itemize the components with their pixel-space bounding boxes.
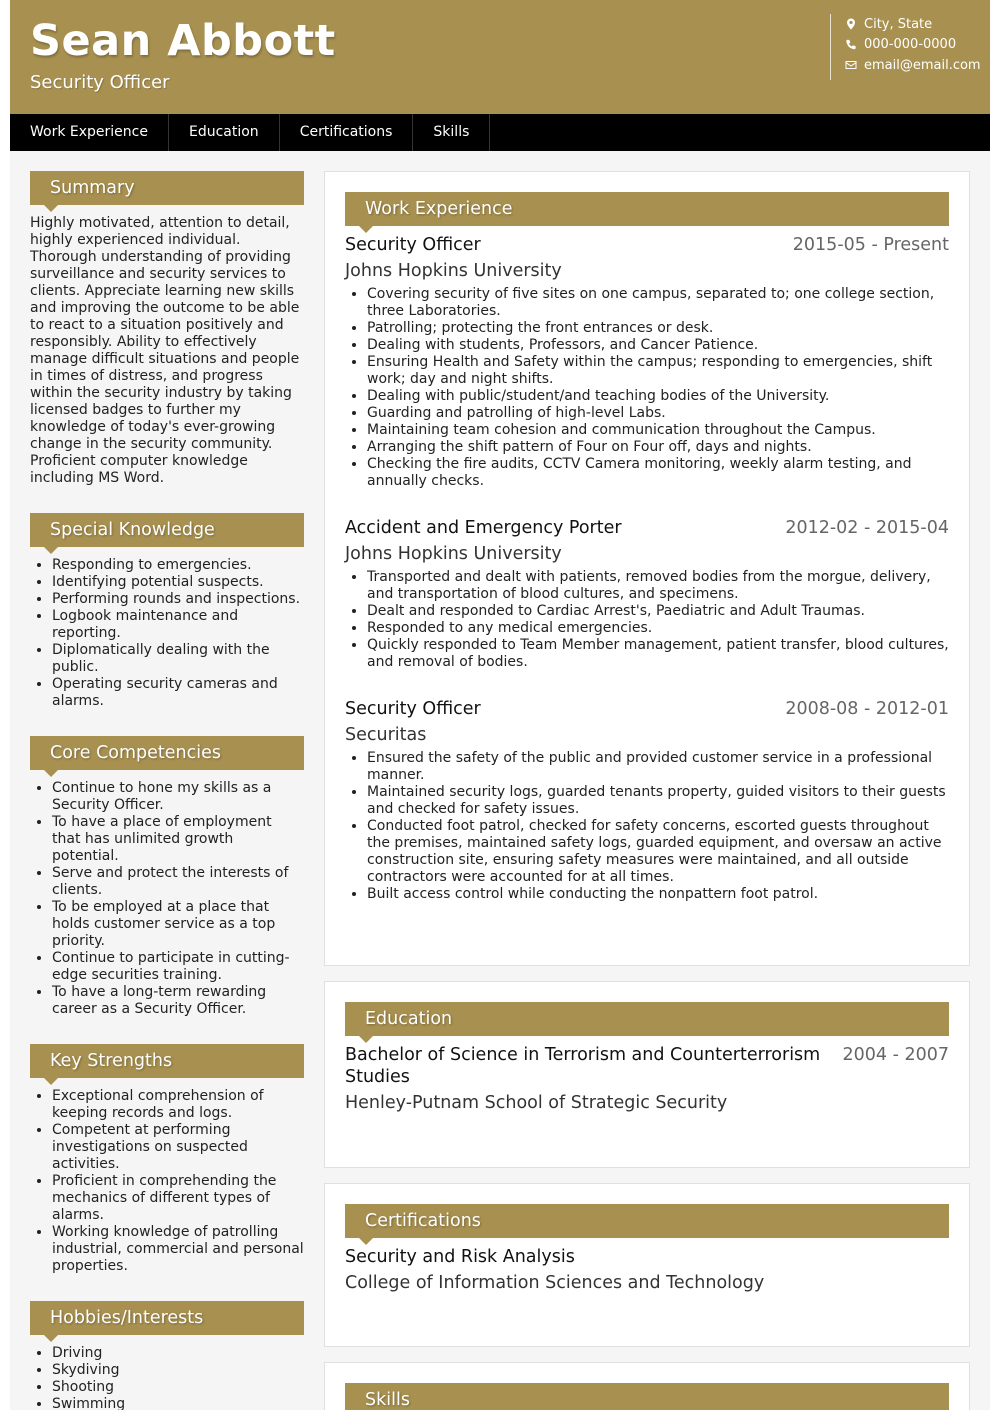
work-experience-heading: Work Experience (345, 192, 949, 226)
list-item: • Ensuring Health and Safety within the campus; responding to emergencies, shift work; day and night shifts. (367, 354, 949, 388)
education-dates: 2004 - 2007 (842, 1045, 949, 1065)
list-item: • Arranging the shift pattern of Four on Four off, days and nights. (367, 439, 949, 456)
nav-work-experience[interactable]: Work Experience (10, 114, 169, 151)
list-item: • Driving (52, 1345, 304, 1362)
special-knowledge-heading: Special Knowledge (30, 513, 304, 547)
core-competencies-list (30, 780, 304, 1018)
skills-card (324, 1362, 970, 1410)
job-employer: Johns Hopkins University (345, 544, 562, 564)
work-experience-card (324, 171, 970, 966)
nav-education[interactable]: Education (169, 114, 280, 151)
list-item: • Identifying potential suspects. (52, 574, 304, 591)
list-item: • Quickly responded to Team Member management, patient transfer, blood cultures, and removal of bodies. (367, 637, 949, 671)
list-item: • Dealing with public/student/and teaching bodies of the University. (367, 388, 949, 405)
list-item: • To have a long-term rewarding career as a Security Officer. (52, 984, 304, 1018)
list-item: • Proficient in comprehending the mechanics of different types of alarms. (52, 1173, 304, 1224)
list-item: • Conducted foot patrol, checked for safety concerns, escorted guests throughout the premises, maintained safety logs, guarded equipment, and oversaw an active construction site, ensuring safety measures were maintained, and all outside contractors were accounted for at all times. (367, 818, 949, 886)
certifications-card (324, 1183, 970, 1347)
nav-skills[interactable]: Skills (413, 114, 490, 151)
certification-name: Security and Risk Analysis (345, 1247, 575, 1267)
summary-text: Highly motivated, attention to detail, highly experienced individual. Thorough understanding of providing surveillance and security services to clients. Appreciate learning new skills and improving the outcome to be able to react to a situation positively and responsibly. Ability to effectively manage difficult situations and people in times of distress, and progress within the security industry by taking licensed badges to further my knowledge of today's ever-growing change in the security community. Proficient computer knowledge including MS Word. (30, 215, 300, 486)
education-heading: Education (345, 1002, 949, 1036)
job-dates: 2008-08 - 2012-01 (785, 699, 949, 719)
job-role: Security Officer (345, 235, 481, 255)
map-pin-icon (845, 18, 857, 30)
candidate-title: Security Officer (30, 72, 170, 93)
list-item: • To have a place of employment that has unlimited growth potential. (52, 814, 304, 865)
list-item: • Working knowledge of patrolling industrial, commercial and personal properties. (52, 1224, 304, 1275)
list-item: • Exceptional comprehension of keeping records and logs. (52, 1088, 304, 1122)
summary-section (30, 171, 304, 487)
list-item: • Guarding and patrolling of high-level Labs. (367, 405, 949, 422)
certification-entry (345, 1246, 949, 1294)
location-text: City, State (864, 16, 933, 32)
list-item: • Dealt and responded to Cardiac Arrest's, Paediatric and Adult Traumas. (367, 603, 949, 620)
list-item: • Swimming (52, 1396, 304, 1410)
job-duties (345, 750, 949, 903)
core-competencies-section (30, 736, 304, 1018)
list-item: • Ensured the safety of the public and provided customer service in a professional manner. (367, 750, 949, 784)
job-duties (345, 286, 949, 490)
list-item: • Covering security of five sites on one campus, separated to; one college section, three Laboratories. (367, 286, 949, 320)
education-card (324, 981, 970, 1168)
job-entry (345, 234, 949, 490)
list-item: • Patrolling; protecting the front entrances or desk. (367, 320, 949, 337)
candidate-name: Sean Abbott (30, 16, 336, 66)
hobbies-list (30, 1345, 304, 1410)
contact-location (845, 14, 981, 35)
certification-issuer: College of Information Sciences and Technology (345, 1273, 765, 1293)
key-strengths-list (30, 1088, 304, 1275)
list-item: • Performing rounds and inspections. (52, 591, 304, 608)
contact-phone (845, 35, 981, 56)
job-dates: 2015-05 - Present (792, 235, 949, 255)
list-item: • Dealing with students, Professors, and Cancer Patience. (367, 337, 949, 354)
school-name: Henley-Putnam School of Strategic Security (345, 1093, 728, 1113)
job-entry (345, 517, 949, 671)
envelope-icon (845, 59, 857, 71)
list-item: • Skydiving (52, 1362, 304, 1379)
sidebar (30, 171, 304, 1410)
phone-icon (845, 39, 857, 51)
list-item: • Built access control while conducting the nonpattern foot patrol. (367, 886, 949, 903)
nav-certifications[interactable]: Certifications (280, 114, 414, 151)
list-item: • Transported and dealt with patients, removed bodies from the morgue, delivery, and transportation of blood cultures, and specimens. (367, 569, 949, 603)
list-item: • Logbook maintenance and reporting. (52, 608, 304, 642)
phone-text: 000-000-0000 (864, 37, 957, 53)
job-duties (345, 569, 949, 671)
list-item: • Continue to hone my skills as a Security Officer. (52, 780, 304, 814)
list-item: • Checking the fire audits, CCTV Camera monitoring, weekly alarm testing, and annually checks. (367, 456, 949, 490)
job-dates: 2012-02 - 2015-04 (785, 518, 949, 538)
list-item: • Responded to any medical emergencies. (367, 620, 949, 637)
list-item: • Shooting (52, 1379, 304, 1396)
list-item: • Diplomatically dealing with the public. (52, 642, 304, 676)
core-competencies-heading: Core Competencies (30, 736, 304, 770)
resume-page (10, 0, 990, 1410)
key-strengths-section (30, 1044, 304, 1275)
contact-email (845, 55, 981, 76)
hobbies-heading: Hobbies/Interests (30, 1301, 304, 1335)
summary-heading: Summary (30, 171, 304, 205)
job-role: Security Officer (345, 699, 481, 719)
education-entry (345, 1044, 949, 1114)
job-entry (345, 698, 949, 903)
header (10, 0, 990, 114)
key-strengths-heading: Key Strengths (30, 1044, 304, 1078)
special-knowledge-section (30, 513, 304, 710)
certifications-heading: Certifications (345, 1204, 949, 1238)
section-nav (10, 114, 990, 151)
email-text: email@email.com (864, 57, 981, 73)
degree-name: Bachelor of Science in Terrorism and Counterterrorism Studies (345, 1045, 821, 1087)
list-item: • Competent at performing investigations on suspected activities. (52, 1122, 304, 1173)
job-role: Accident and Emergency Porter (345, 518, 622, 538)
job-employer: Securitas (345, 725, 427, 745)
list-item: • Maintaining team cohesion and communication throughout the Campus. (367, 422, 949, 439)
list-item: • Operating security cameras and alarms. (52, 676, 304, 710)
list-item: • Serve and protect the interests of clients. (52, 865, 304, 899)
skills-heading: Skills (345, 1383, 949, 1410)
list-item: • Maintained security logs, guarded tenants property, guided visitors to their guests and checked for safety issues. (367, 784, 949, 818)
list-item: • Continue to participate in cutting-edge securities training. (52, 950, 304, 984)
job-employer: Johns Hopkins University (345, 261, 562, 281)
hobbies-section (30, 1301, 304, 1410)
list-item: • Responding to emergencies. (52, 557, 304, 574)
list-item: • To be employed at a place that holds customer service as a top priority. (52, 899, 304, 950)
special-knowledge-list (30, 557, 304, 710)
contact-info (830, 14, 981, 80)
